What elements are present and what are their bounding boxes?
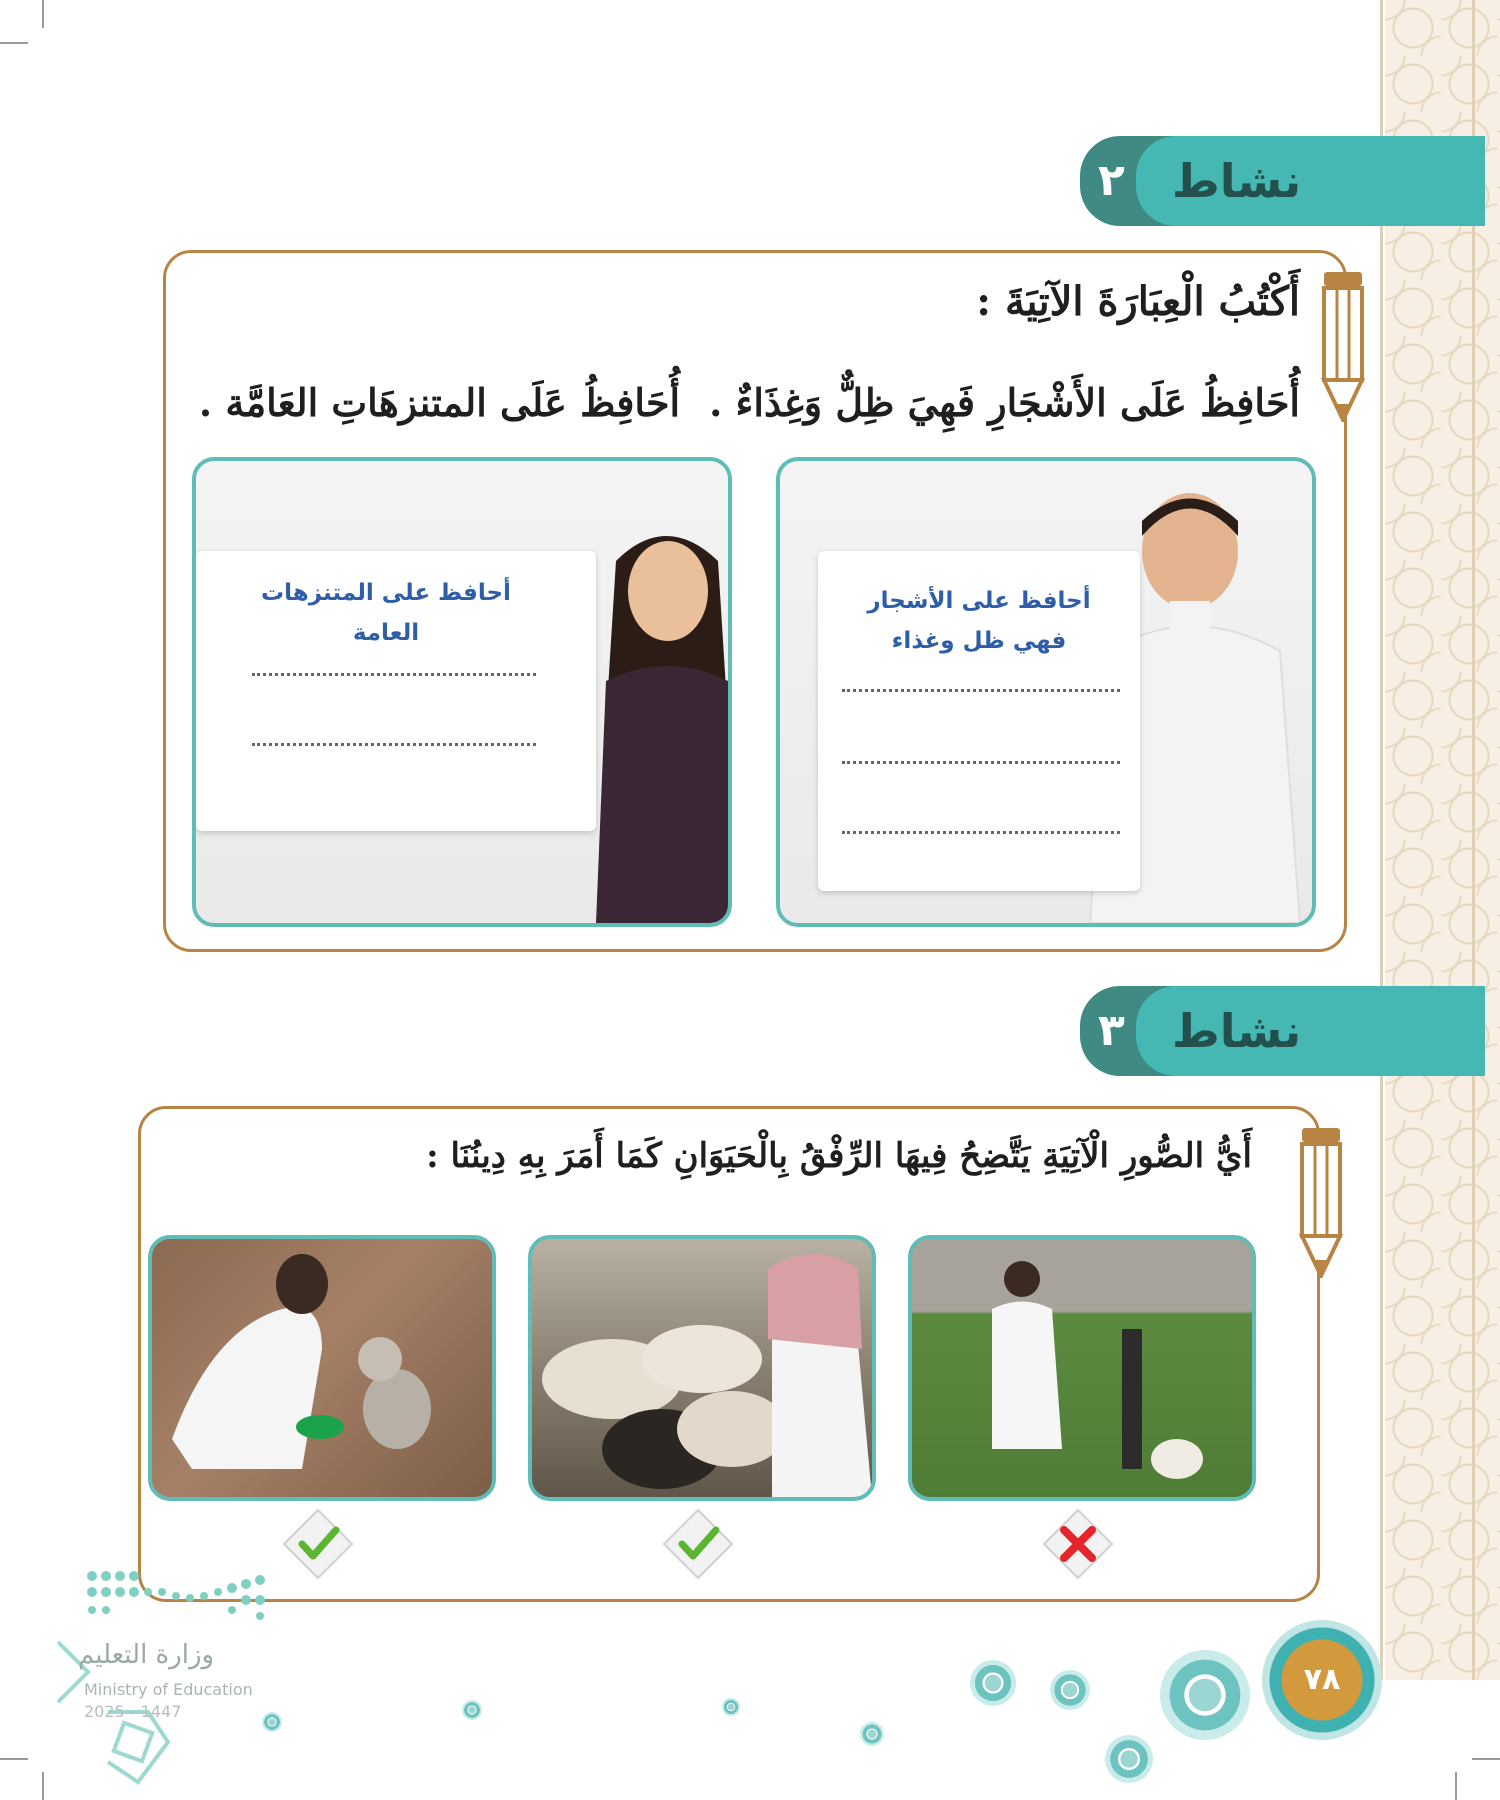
activity-3-number: ٣: [1080, 986, 1200, 1076]
rosette-ornament: [970, 1660, 1016, 1706]
activity-2-label: نشاط: [1136, 136, 1485, 226]
page-number: ٧٨: [1262, 1620, 1382, 1740]
ornament-line: [1472, 0, 1475, 1680]
writing-line: [842, 689, 1120, 692]
crop-mark: [42, 0, 44, 28]
activity-2-header: [1080, 136, 1485, 226]
sentence-trees: أُحَافِظُ عَلَى الأَشْجَارِ فَهِيَ ظِلٌّ وَغِذَاءٌ .: [709, 380, 1300, 425]
ministry-year: 2025 - 1447: [84, 1702, 182, 1721]
activity-2-number: ٢: [1080, 136, 1200, 226]
man-feeding-sheep-scene: [532, 1239, 872, 1497]
rosette-ornament: [1160, 1650, 1250, 1740]
rosette-ornament: [262, 1712, 282, 1732]
board-trees: [818, 551, 1140, 891]
activity-3-label: نشاط: [1136, 986, 1485, 1076]
pencil-icon: [1298, 1128, 1344, 1278]
activity-2-instruction: أَكْتُبُ الْعِبَارَةَ الآتِيَةَ :: [976, 278, 1300, 325]
rosette-ornament: [462, 1700, 482, 1720]
board-parks-text: أحافظ على المتنزهات العامة: [261, 580, 511, 646]
check-icon: [660, 1506, 736, 1582]
girl-figure: [586, 521, 728, 923]
crop-mark: [1455, 1772, 1457, 1800]
writing-line: [842, 831, 1120, 834]
board-parks: [196, 551, 596, 831]
rosette-ornament: [722, 1698, 740, 1716]
rosette-ornament: [1050, 1670, 1090, 1710]
photo-boy-with-board: [776, 457, 1316, 927]
ornament-strip: [1385, 0, 1500, 1680]
pencil-icon: [1320, 272, 1366, 422]
photo-man-feeding-sheep: [528, 1235, 876, 1501]
board-trees-text: أحافظ على الأشجار فهي ظل وغذاء: [867, 588, 1091, 654]
rosette-ornament: [1105, 1735, 1153, 1783]
crop-mark: [0, 42, 28, 44]
ministry-name-arabic: وزارة التعليم: [78, 1640, 215, 1670]
rosette-ornament: [860, 1722, 884, 1746]
activity-3-question: أَيُّ الصُّورِ الْآتِيَةِ يَتَّضِحُ فِيهَا الرِّفْقُ بِالْحَيَوَانِ كَمَا أَمَرَ بِهِ دِينُنَا :: [426, 1136, 1252, 1176]
photo-boy-feeding-cat: [148, 1235, 496, 1501]
boy-chasing-cat-scene: [912, 1239, 1252, 1497]
check-icon: [280, 1506, 356, 1582]
ministry-logo-icon: [82, 1566, 272, 1626]
writing-line: [252, 743, 536, 746]
crop-mark: [42, 1772, 44, 1800]
ornament-line: [1380, 0, 1383, 1680]
photo-boy-chasing-cat: [908, 1235, 1256, 1501]
sentence-parks: أُحَافِظُ عَلَى المتنزهَاتِ العَامَّة .: [198, 380, 680, 425]
ministry-name-english: Ministry of Education: [84, 1680, 253, 1699]
writing-line: [252, 673, 536, 676]
writing-line: [842, 761, 1120, 764]
activity-3-header: [1080, 986, 1485, 1076]
crop-mark: [1472, 1758, 1500, 1760]
cross-icon: [1040, 1506, 1116, 1582]
boy-feeding-cat-scene: [152, 1239, 492, 1497]
crop-mark: [0, 1758, 28, 1760]
photo-girl-with-board: [192, 457, 732, 927]
